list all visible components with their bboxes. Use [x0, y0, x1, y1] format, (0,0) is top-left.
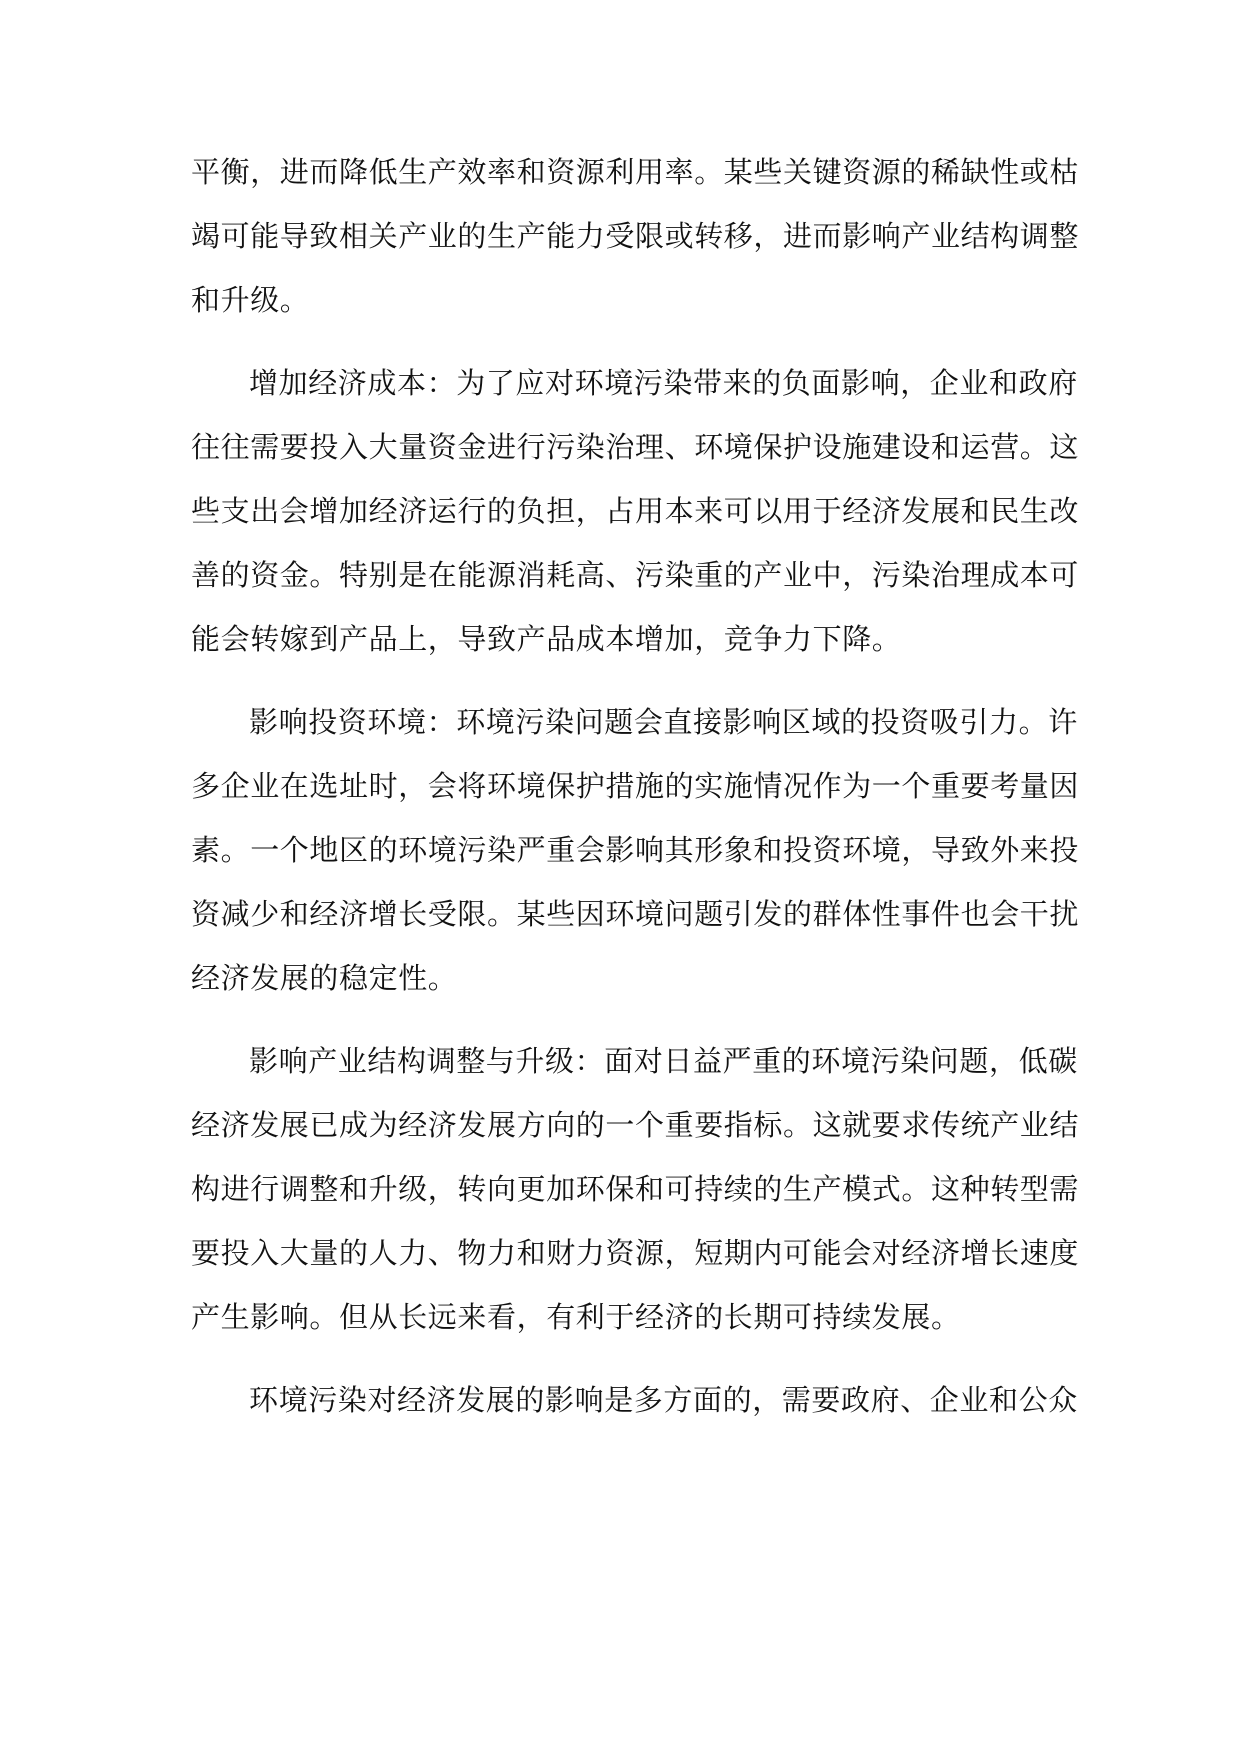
paragraph-economic-cost — [191, 351, 1080, 671]
paragraph-industrial-restructuring — [191, 1029, 1080, 1349]
text-line: 素。一个地区的环境污染严重会影响其形象和投资环境，导致外来投 — [191, 833, 1080, 867]
text-line: 和升级。 — [191, 283, 310, 317]
text-line: 要投入大量的人力、物力和财力资源，短期内可能会对经济增长速度 — [191, 1236, 1080, 1270]
paragraph-conclusion — [191, 1368, 1078, 1432]
text-line: 影响产业结构调整与升级：面对日益严重的环境污染问题，低碳 — [249, 1044, 1078, 1078]
text-line: 能会转嫁到产品上，导致产品成本增加，竞争力下降。 — [191, 622, 902, 656]
text-line: 经济发展已成为经济发展方向的一个重要指标。这就要求传统产业结 — [191, 1108, 1080, 1142]
text-line: 产生影响。但从长远来看，有利于经济的长期可持续发展。 — [191, 1300, 961, 1334]
text-line: 竭可能导致相关产业的生产能力受限或转移，进而影响产业结构调整 — [191, 219, 1080, 253]
text-line: 构进行调整和升级，转向更加环保和可持续的生产模式。这种转型需 — [191, 1172, 1080, 1206]
paragraph-spacer — [191, 671, 1053, 690]
paragraph-investment-environment — [191, 690, 1080, 1010]
text-line: 资减少和经济增长受限。某些因环境问题引发的群体性事件也会干扰 — [191, 897, 1080, 931]
text-line: 善的资金。特别是在能源消耗高、污染重的产业中，污染治理成本可 — [191, 558, 1080, 592]
text-line: 经济发展的稳定性。 — [191, 961, 458, 995]
text-line: 增加经济成本：为了应对环境污染带来的负面影响，企业和政府 — [249, 366, 1078, 400]
body-text — [191, 140, 1080, 1432]
paragraph-resource-imbalance — [191, 140, 1080, 332]
text-line: 影响投资环境：环境污染问题会直接影响区域的投资吸引力。许 — [249, 705, 1078, 739]
paragraph-spacer — [191, 1349, 1053, 1368]
text-line: 往往需要投入大量资金进行污染治理、环境保护设施建设和运营。这 — [191, 430, 1080, 464]
paragraph-spacer — [191, 332, 1053, 351]
paragraph-spacer — [191, 1010, 1053, 1029]
text-line: 些支出会增加经济运行的负担，占用本来可以用于经济发展和民生改 — [191, 494, 1080, 528]
text-line: 多企业在选址时，会将环境保护措施的实施情况作为一个重要考量因 — [191, 769, 1080, 803]
text-line: 平衡，进而降低生产效率和资源利用率。某些关键资源的稀缺性或枯 — [191, 155, 1080, 189]
text-line: 环境污染对经济发展的影响是多方面的，需要政府、企业和公众 — [249, 1383, 1078, 1417]
